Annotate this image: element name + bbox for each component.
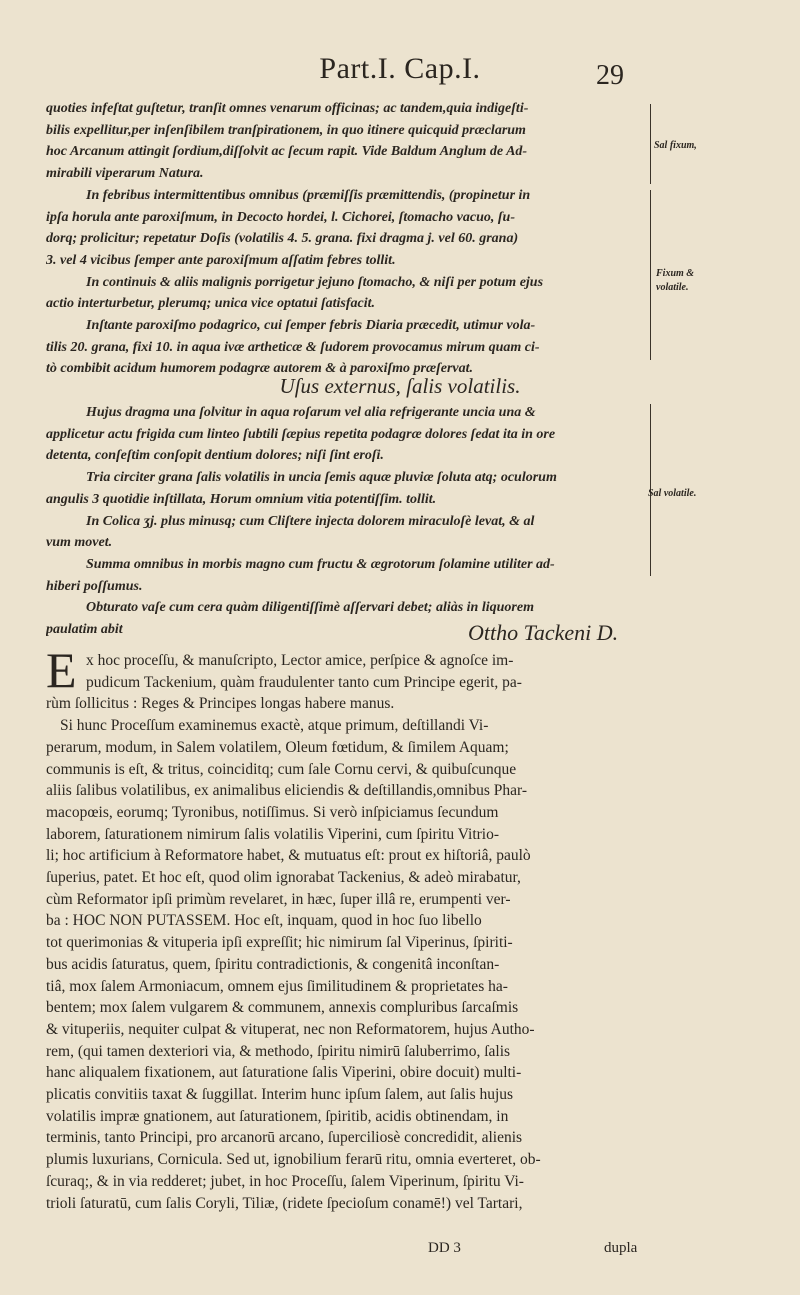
text-line: Si hunc Proceſſum examinemus exactè, atque primum, deſtillandi Vi- <box>60 717 489 735</box>
running-head: Part.I. Cap.I. <box>319 52 481 85</box>
margin-note: Sal volatile. <box>648 488 697 499</box>
margin-bracket <box>646 190 651 360</box>
text-line: bus acidis ſaturatus, quem, ſpiritu contradictionis, & congenitâ inconſtan- <box>46 955 500 973</box>
text-line: In continuis & aliis malignis porrigetur jejuno ſtomacho, & niſi per potum ejus <box>86 274 544 290</box>
text-line: tot querimonias & vituperia ipſi expreſſit; hic nimirum ſal Viperinus, ſpiriti- <box>46 934 513 952</box>
margin-note: Fixum & <box>656 268 695 279</box>
text-line: actio interturbetur, plerumq; unica vice optatui ſatisfacit. <box>46 296 376 312</box>
text-line: macopœis, eorumq; Tyronibus, notiſſimus. Si verò inſpiciamus ſecundum <box>46 803 499 821</box>
section-heading: Uſus externus, ſalis volatilis. <box>279 374 521 398</box>
text-line: vum movet. <box>46 535 113 551</box>
text-line: pudicum Tackenium, quàm fraudulenter tanto cum Principe egerit, pa- <box>86 673 522 691</box>
text-line: volatilis impræ gnationem, aut ſaturationem, ſpiritib, acidis obtinendam, in <box>46 1107 509 1125</box>
latin-recipe-block <box>46 98 650 380</box>
margin-bracket <box>646 104 651 184</box>
text-line: ſcuraq;, & in via redderet; jubet, in hoc Proceſſu, ſalem Viperinum, ſpiritu Vi- <box>46 1172 524 1190</box>
text-line: trioli ſaturatū, cum ſalis Coryli, Tiliæ, (ridete ſpecioſum conamē!) vel Tartari, <box>46 1194 523 1212</box>
text-line: In Colica ʒj. plus minusq; cum Cliſtere injecta dolorem miraculoſè levat, & al <box>86 513 535 529</box>
text-line: rem, (qui tamen dexteriori via, & methodo, ſpiritu nimirū ſaluberrimo, ſalis <box>46 1042 511 1060</box>
text-line: angulis 3 quotidie inſtillata, Horum omnium vitia potentiſſim. tollit. <box>46 491 437 507</box>
text-line: In febribus intermittentibus omnibus (præmiſſis præmittendis, (propinetur in <box>86 187 531 203</box>
text-line: detenta, conſeſtim conſopit dentium dolores; niſi ſint eroſi. <box>46 448 384 464</box>
text-line: ipſa horula ante paroxiſmum, in Decocto hordei, l. Cichorei, ſtomacho vacuo, ſu- <box>46 209 516 225</box>
text-line: li; hoc artificium à Reformatore habet, & mutuatus eſt: prout ex hiſtoriâ, paulò <box>46 847 531 865</box>
text-line: ba : HOC NON PUTASSEM. Hoc eſt, inquam, quod in hoc ſuo libello <box>46 912 482 930</box>
text-line: terminis, tanto Principi, pro arcanorū arcano, ſuperciliosè concredidit, alienis <box>46 1129 523 1147</box>
margin-note: Sal fixum, <box>654 140 697 151</box>
text-line: aliis ſalibus volatilibus, ex animalibus eliciendis & deſtillandis,omnibus Phar- <box>46 782 527 800</box>
text-line: tò combibit acidum humorem podagræ autorem & à paroxiſmo præſervat. <box>46 361 474 377</box>
page-number: 29 <box>596 60 624 91</box>
text-line: hanc aliqualem fixationem, aut ſaturatione ſalis Viperini, obire docuit) multi- <box>46 1064 522 1082</box>
text-line: bilis expellitur,per inſenſibilem tranſpirationem, in quo itinere quicquid præclarum <box>46 122 526 138</box>
text-line: Tria circiter grana ſalis volatilis in uncia ſemis aquæ pluviæ ſoluta atq; oculorum <box>86 470 557 486</box>
text-line: plumis luxurians, Cornicula. Sed ut, ignobilium ferarū ritu, omnia everteret, ob- <box>46 1151 541 1169</box>
text-line: & vituperiis, nequiter culpat & vituperat, nec non Reformatorem, hujus Autho- <box>46 1020 535 1038</box>
text-line: Inſtante paroxiſmo podagrico, cui ſemper febris Diaria præcedit, utimur vola- <box>86 318 536 334</box>
text-line: tiâ, mox ſalem Armoniacum, omnem ejus ſimilitudinem & proprietates ha- <box>46 977 508 995</box>
text-line: cùm Reformator ipſi primùm revelaret, in hæc, ſuper illâ re, erumpenti ver- <box>46 890 511 908</box>
text-line: Obturato vaſe cum cera quàm diligentiſſimè aſſervari debet; aliàs in liquorem <box>86 600 534 616</box>
signature-mark: DD 3 <box>428 1240 461 1256</box>
text-line: quoties infeſtat guſtetur, tranſit omnes venarum officinas; ac tandem,quia indigeſti- <box>46 101 529 116</box>
text-line: tilis 20. grana, fixi 10. in aqua ivæ artheticæ & ſudorem provocamus mirum quam ci- <box>46 339 540 355</box>
text-line: bentem; mox ſalem vulgarem & communem, annexis compluribus ſarcaſmis <box>46 999 519 1017</box>
text-line: mirabili viperarum Natura. <box>46 166 204 182</box>
text-line: Summa omnibus in morbis magno cum fructu & ægrotorum ſolamine utiliter ad- <box>86 556 555 572</box>
text-line: applicetur actu frigida cum linteo ſubtili ſæpius repetita podagræ dolores ſedat ita in ore <box>46 426 556 442</box>
author-signature: Ottho Tackeni D. <box>468 620 619 645</box>
text-line: hiberi poſſumus. <box>46 578 143 594</box>
text-line: paulatim abit <box>46 622 123 638</box>
catchword: dupla <box>604 1240 638 1256</box>
text-line: rùm ſollicitus : Reges & Principes longas habere manus. <box>46 695 395 713</box>
text-line: x hoc proceſſu, & manuſcripto, Lector amice, perſpice & agnoſce im- <box>86 652 514 669</box>
text-line: 3. vel 4 vicibus ſemper ante paroxiſmum aſſatim febres tollit. <box>46 252 396 268</box>
margin-note: volatile. <box>656 282 689 293</box>
text-line: plicatis convitiis taxat & ſuggillat. Interim hunc ipſum ſalem, aut ſalis hujus <box>46 1086 514 1104</box>
latin-usage-block <box>46 402 650 641</box>
commentary-block <box>46 650 650 1214</box>
text-line: dorq; prolicitur; repetatur Doſis (volatilis 4. 5. grana. fixi dragma j. vel 60. grana) <box>46 231 519 247</box>
text-line: ſuperius, patet. Et hoc eſt, quod olim ignorabat Tackenius, & adeò mirabatur, <box>46 869 521 887</box>
text-line: perarum, modum, in Salem volatilem, Oleum fœtidum, & ſimilem Aquam; <box>46 738 509 756</box>
text-line: hoc Arcanum attingit ſordium,diſſolvit ac ſecum rapit. Vide Baldum Anglum de Ad- <box>46 144 528 160</box>
text-line: communis is eſt, & tritus, coinciditq; cum ſale Cornu cervi, & quibuſcunque <box>46 760 517 778</box>
drop-capital: E <box>46 642 77 698</box>
text-line: laborem, ſaturationem nimirum ſalis volatilis Viperini, cum ſpiritu Vitrio- <box>46 825 500 843</box>
text-line: Hujus dragma una ſolvitur in aqua roſarum vel alia refrigerante uncia una & <box>86 405 536 420</box>
